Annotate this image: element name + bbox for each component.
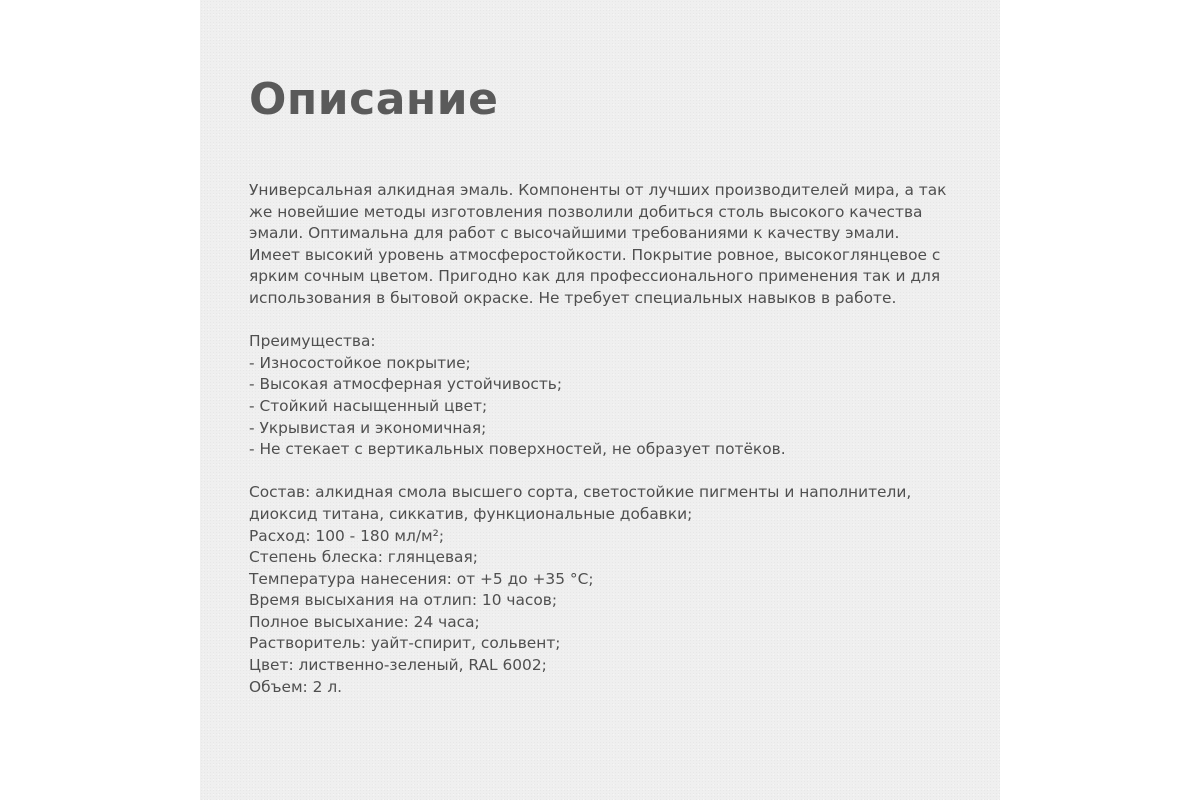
description-paragraph bbox=[249, 180, 989, 310]
description-line: эмали. Оптимальна для работ с высочайшими требованиями к качеству эмали. bbox=[249, 224, 900, 243]
advantage-item: - Высокая атмосферная устойчивость; bbox=[249, 375, 563, 394]
spacer bbox=[249, 310, 989, 332]
advantage-item: - Не стекает с вертикальных поверхностей, не образует потёков. bbox=[249, 440, 786, 459]
advantage-item: - Износостойкое покрытие; bbox=[249, 353, 471, 372]
description-line: ярким сочным цветом. Пригодно как для профессионального применения так и для bbox=[249, 267, 941, 286]
spec-line: Полное высыхание: 24 часа; bbox=[249, 612, 480, 631]
spec-line: Растворитель: уайт-спирит, сольвент; bbox=[249, 634, 561, 653]
spec-line: Степень блеска: глянцевая; bbox=[249, 548, 478, 567]
description-body bbox=[249, 180, 989, 698]
spec-line: Состав: алкидная смола высшего сорта, светостойкие пигменты и наполнители, bbox=[249, 483, 912, 502]
description-line: Универсальная алкидная эмаль. Компоненты от лучших производителей мира, а так bbox=[249, 181, 947, 199]
description-line: использования в бытовой окраске. Не требует специальных навыков в работе. bbox=[249, 288, 897, 307]
description-line: же новейшие методы изготовления позволили добиться столь высокого качества bbox=[249, 202, 923, 221]
spec-line: Расход: 100 - 180 мл/м²; bbox=[249, 526, 444, 545]
advantage-item: - Стойкий насыщенный цвет; bbox=[249, 396, 488, 415]
advantages-section bbox=[249, 331, 989, 461]
spec-line: Цвет: лиственно-зеленый, RAL 6002; bbox=[249, 656, 547, 675]
spec-line: Температура нанесения: от +5 до +35 °С; bbox=[249, 569, 594, 588]
spec-line: диоксид титана, сиккатив, функциональные добавки; bbox=[249, 504, 693, 523]
advantage-item: - Укрывистая и экономичная; bbox=[249, 418, 487, 437]
spec-line: Время высыхания на отлип: 10 часов; bbox=[249, 591, 558, 610]
spec-line: Объем: 2 л. bbox=[249, 677, 343, 696]
spacer bbox=[249, 461, 989, 483]
description-card bbox=[200, 0, 1000, 800]
advantages-heading: Преимущества: bbox=[249, 332, 376, 351]
description-line: Имеет высокий уровень атмосферостойкости. Покрытие ровное, высокоглянцевое с bbox=[249, 245, 941, 264]
specs-section bbox=[249, 482, 989, 698]
page-title: Описание bbox=[249, 74, 499, 125]
